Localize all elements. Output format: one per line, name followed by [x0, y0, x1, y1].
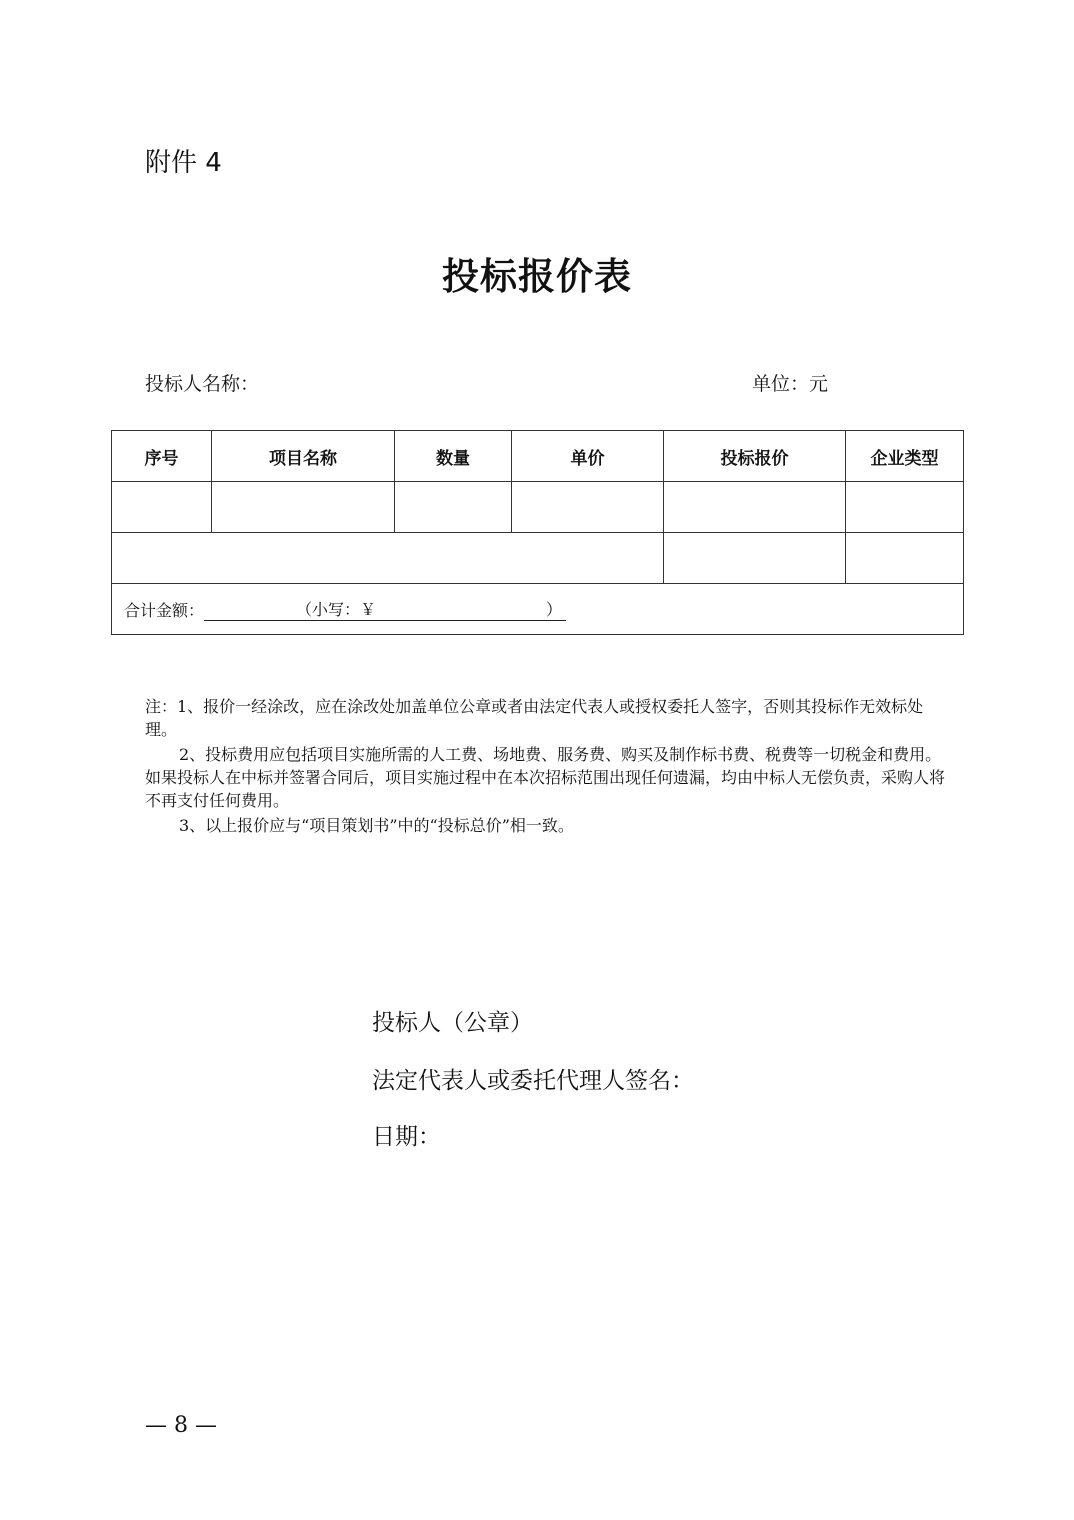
cell-bid-price[interactable]	[664, 533, 846, 584]
quote-table	[111, 430, 964, 635]
cell-merged-blank[interactable]	[112, 533, 664, 584]
table-total-row	[112, 584, 964, 635]
note-2: 2、投标费用应包括项目实施所需的人工费、场地费、服务费、购买及制作标书费、税费等一切税金和费用。如果投标人在中标并签署合同后，项目实施过程中在本次招标范围出现任何遗漏，均由中标人无偿负责，采购人将不再支付任何费用。	[145, 745, 946, 810]
page-title: 投标报价表	[442, 255, 632, 298]
total-amount-uppercase-blank[interactable]	[208, 602, 296, 620]
table-header-row	[112, 431, 964, 482]
header-project-name: 项目名称	[212, 431, 395, 482]
cell-enterprise-type[interactable]	[846, 533, 964, 584]
table-row	[112, 482, 964, 533]
total-amount-field[interactable]	[204, 597, 566, 621]
header-serial: 序号	[112, 431, 212, 482]
unit-label: 单位：元	[752, 373, 829, 395]
header-quantity: 数量	[395, 431, 512, 482]
table-row	[112, 533, 964, 584]
total-amount-label: 合计金额：	[124, 601, 205, 620]
cell-enterprise-type[interactable]	[846, 482, 964, 533]
cell-serial[interactable]	[112, 482, 212, 533]
cell-project-name[interactable]	[212, 482, 395, 533]
total-cell	[112, 584, 964, 635]
note-1: 注：1、报价一经涂改，应在涂改处加盖单位公章或者由法定代表人或授权委托人签字，否则其投标作无效标处理。	[145, 697, 924, 739]
header-enterprise-type: 企业类型	[846, 431, 964, 482]
cell-unit-price[interactable]	[512, 482, 664, 533]
notes-section	[145, 695, 945, 839]
cell-bid-price[interactable]	[664, 482, 846, 533]
header-bid-price: 投标报价	[664, 431, 846, 482]
cell-quantity[interactable]	[395, 482, 512, 533]
date-label: 日期：	[372, 1124, 441, 1150]
total-small-label-close: ）	[546, 600, 563, 619]
page-number: — 8 —	[145, 1413, 217, 1438]
total-amount-lowercase-blank[interactable]	[376, 602, 546, 620]
representative-sign-label: 法定代表人或委托代理人签名：	[372, 1068, 694, 1094]
header-unit-price: 单价	[512, 431, 664, 482]
attachment-label: 附件 4	[145, 148, 222, 178]
bidder-seal-label: 投标人（公章）	[372, 1010, 533, 1036]
note-3: 3、以上报价应与“项目策划书”中的“投标总价”相一致。	[179, 816, 574, 835]
bidder-name-label: 投标人名称：	[145, 373, 260, 395]
total-small-label-open: （小写：￥	[296, 600, 377, 619]
